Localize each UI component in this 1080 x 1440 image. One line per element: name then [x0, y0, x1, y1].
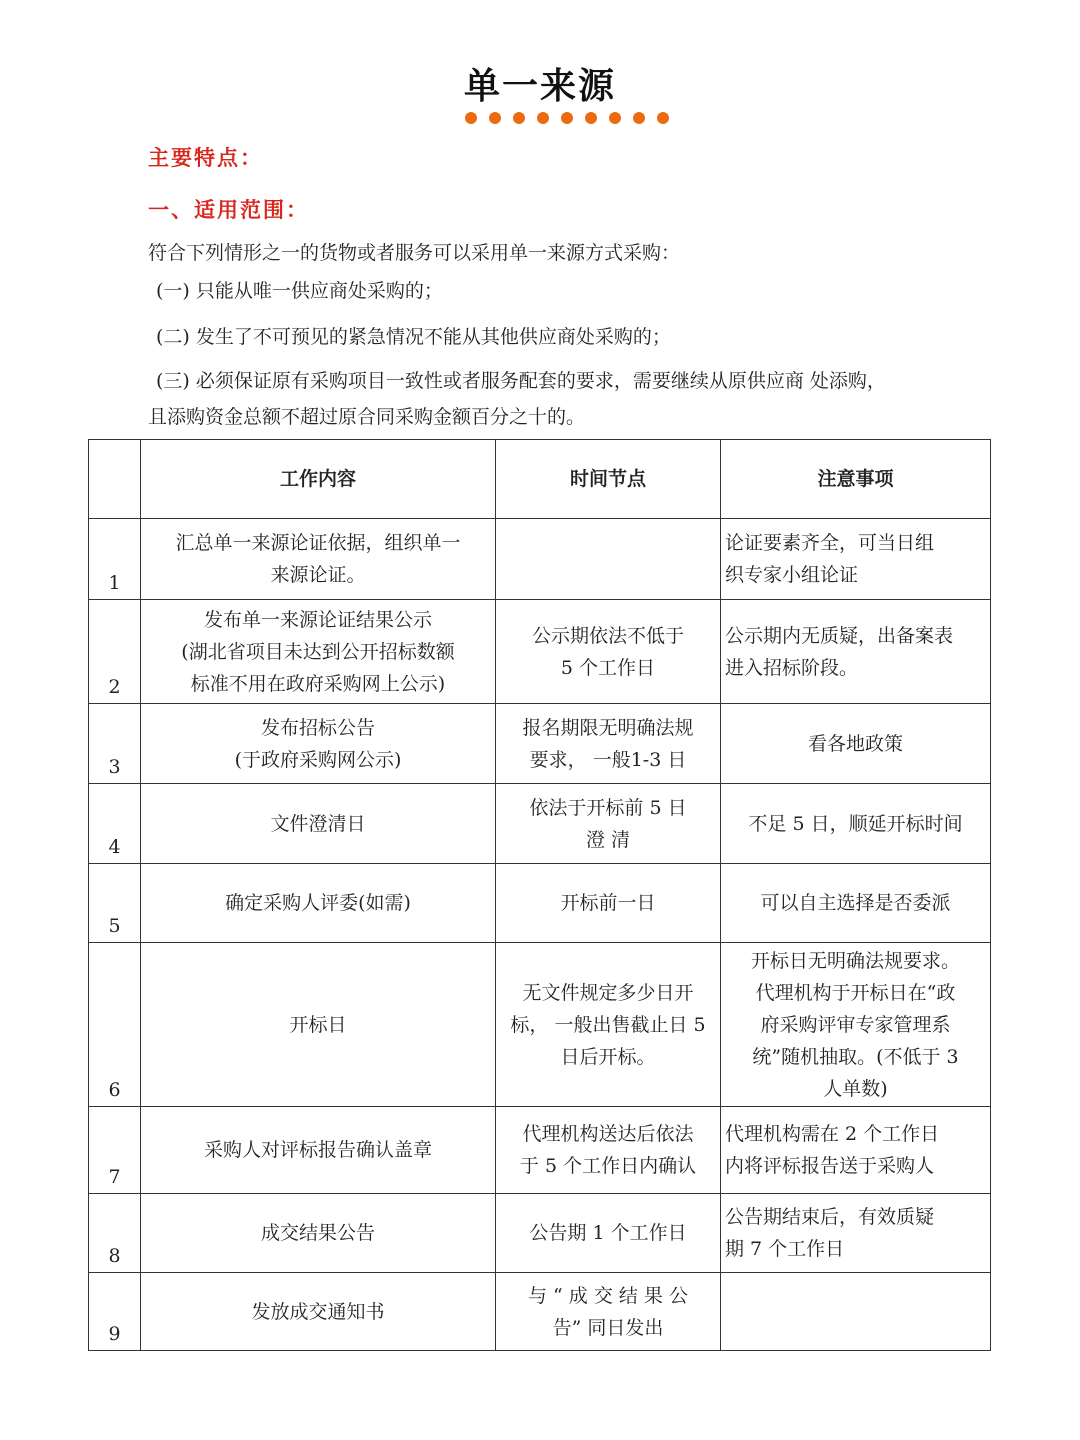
work-content-cell-line: 采购人对评标报告确认盖章: [203, 1139, 432, 1161]
row-number: 2: [89, 600, 141, 704]
time-node-cell: [496, 704, 721, 784]
notes-cell-line: 人单数): [823, 1077, 888, 1100]
work-content-cell: [141, 784, 496, 864]
notes-cell-line: 公告期结束后，有效质疑: [725, 1206, 935, 1228]
notes-cell: [721, 1107, 991, 1194]
time-node-cell-line: 与 “ 成 交 结 果 公: [528, 1284, 688, 1307]
divider-dot: [657, 112, 669, 124]
time-node-cell: [496, 600, 721, 704]
condition-3: (三) 必须保证原有采购项目一致性或者服务配套的要求，需要继续从原供应商 处添购，: [156, 370, 886, 392]
notes-cell: [721, 600, 991, 704]
time-node-cell-line: 依法于开标前 5 日: [529, 796, 687, 819]
row-number: 5: [89, 864, 141, 943]
notes-cell-line: 织专家小组论证: [725, 564, 859, 586]
notes-cell: [721, 704, 991, 784]
notes-cell-line: 论证要素齐全，可当日组: [725, 532, 935, 554]
work-content-cell-line: 成交结果公告: [260, 1222, 375, 1244]
work-content-cell: [141, 1194, 496, 1273]
work-content-cell-line: 发放成交通知书: [251, 1300, 385, 1323]
table-row: [89, 1273, 991, 1351]
time-node-cell-line: 告” 同日发出: [552, 1316, 664, 1339]
time-node-cell: [496, 784, 721, 864]
notes-cell: [721, 784, 991, 864]
time-node-cell-line: 5 个工作日: [560, 656, 656, 679]
procedure-table: [88, 439, 991, 1351]
notes-cell-line: 统”随机抽取。(不低于 3: [752, 1045, 959, 1068]
time-node-cell-line: 无文件规定多少日开: [522, 981, 694, 1004]
work-content-cell-line: 确定采购人评委(如需): [225, 892, 411, 914]
table-row: [89, 1107, 991, 1194]
time-node-cell: [496, 864, 721, 943]
table-row: [89, 784, 991, 864]
notes-cell: [721, 1194, 991, 1273]
table-row: [89, 600, 991, 704]
time-node-cell-line: 澄 清: [585, 828, 631, 851]
header-work-content: 工作内容: [141, 440, 496, 519]
title-dot-divider: [465, 112, 669, 124]
work-content-cell-line: (湖北省项目未达到公开招标数额: [181, 640, 455, 663]
time-node-cell-line: 于 5 个工作日内确认: [519, 1155, 697, 1177]
divider-dot: [561, 112, 573, 124]
table-row: [89, 704, 991, 784]
row-number: 6: [89, 943, 141, 1107]
notes-cell-line: 代理机构于开标日在“政: [755, 981, 956, 1004]
divider-dot: [465, 112, 477, 124]
main-features-heading: 主要特点：: [148, 145, 263, 170]
notes-cell-line: 公示期内无质疑，出备案表: [725, 624, 954, 647]
work-content-cell-line: 发布单一来源论证结果公示: [203, 608, 432, 631]
notes-cell-line: 府采购评审专家管理系: [760, 1013, 951, 1036]
time-node-cell-line: 标， 一般出售截止日 5: [510, 1013, 706, 1036]
notes-cell-line: 进入招标阶段。: [725, 656, 859, 679]
notes-cell-line: 不足 5 日，顺延开标时间: [748, 812, 963, 835]
row-number: 7: [89, 1107, 141, 1194]
work-content-cell-line: (于政府采购网公示): [234, 748, 402, 771]
header-notes: 注意事项: [721, 440, 991, 519]
time-node-cell: [496, 943, 721, 1107]
notes-cell: [721, 519, 991, 600]
work-content-cell: [141, 1107, 496, 1194]
condition-3-continued: 且添购资金总额不超过原合同采购金额百分之十的。: [148, 406, 586, 428]
header-number: [89, 440, 141, 519]
table-row: [89, 864, 991, 943]
work-content-cell: [141, 943, 496, 1107]
notes-cell-line: 代理机构需在 2 个工作日: [725, 1123, 940, 1145]
table-row: [89, 519, 991, 600]
divider-dot: [633, 112, 645, 124]
divider-dot: [489, 112, 501, 124]
header-time-node: 时间节点: [496, 440, 721, 519]
time-node-cell-line: 日后开标。: [560, 1045, 656, 1068]
notes-cell-line: 内将评标报告送于采购人: [725, 1155, 935, 1177]
work-content-cell-line: 来源论证。: [270, 564, 366, 586]
row-number: 9: [89, 1273, 141, 1351]
condition-1: (一) 只能从唯一供应商处采购的；: [156, 280, 443, 302]
divider-dot: [537, 112, 549, 124]
notes-cell-line: 开标日无明确法规要求。: [750, 949, 960, 972]
work-content-cell-line: 标准不用在政府采购网上公示): [190, 672, 446, 695]
notes-cell-line: 期 7 个工作日: [725, 1238, 845, 1260]
row-number: 3: [89, 704, 141, 784]
time-node-cell-line: 报名期限无明确法规: [522, 716, 694, 739]
work-content-cell: [141, 519, 496, 600]
page-title: 单一来源: [463, 65, 616, 107]
table-row: [89, 1194, 991, 1273]
table-row: [89, 943, 991, 1107]
work-content-cell: [141, 1273, 496, 1351]
row-number: 4: [89, 784, 141, 864]
work-content-cell: [141, 864, 496, 943]
work-content-cell-line: 开标日: [289, 1013, 347, 1036]
work-content-cell: [141, 704, 496, 784]
time-node-cell-line: 公告期 1 个工作日: [529, 1222, 687, 1244]
notes-cell: [721, 943, 991, 1107]
time-node-cell: [496, 1273, 721, 1351]
notes-cell: [721, 1273, 991, 1351]
time-node-cell-line: 要求， 一般1-3 日: [529, 748, 687, 771]
work-content-cell-line: 文件澄清日: [270, 812, 366, 835]
time-node-cell-line: 代理机构送达后依法: [522, 1123, 694, 1145]
divider-dot: [609, 112, 621, 124]
divider-dot: [585, 112, 597, 124]
row-number: 8: [89, 1194, 141, 1273]
intro-text: 符合下列情形之一的货物或者服务可以采用单一来源方式采购：: [148, 242, 681, 264]
notes-cell-line: 可以自主选择是否委派: [760, 892, 951, 914]
scope-heading: 一、适用范围：: [148, 197, 309, 222]
work-content-cell-line: 汇总单一来源论证依据，组织单一: [175, 532, 461, 554]
time-node-cell-line: 开标前一日: [560, 892, 656, 914]
condition-2: (二) 发生了不可预见的紧急情况不能从其他供应商处采购的；: [156, 326, 671, 348]
notes-cell-line: 看各地政策: [807, 732, 903, 755]
row-number: 1: [89, 519, 141, 600]
work-content-cell-line: 发布招标公告: [260, 716, 375, 739]
divider-dot: [513, 112, 525, 124]
time-node-cell: [496, 1194, 721, 1273]
table-header-row: [89, 440, 991, 519]
time-node-cell: [496, 519, 721, 600]
time-node-cell: [496, 1107, 721, 1194]
time-node-cell-line: 公示期依法不低于: [531, 624, 684, 647]
work-content-cell: [141, 600, 496, 704]
notes-cell: [721, 864, 991, 943]
